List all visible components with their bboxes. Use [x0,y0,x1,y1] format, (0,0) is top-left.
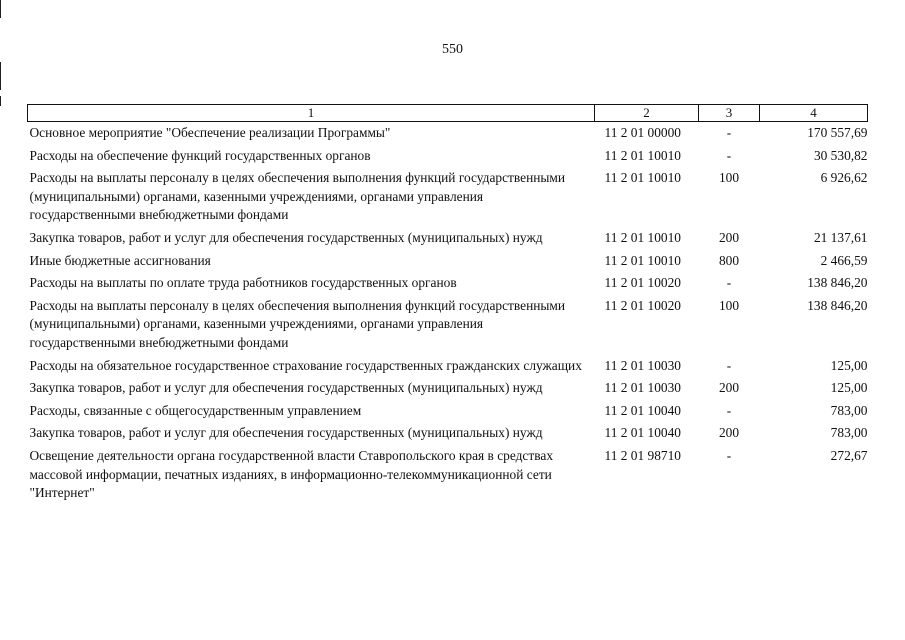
column-header-3: 3 [699,105,760,122]
expense-type-cell: 200 [718,425,740,441]
target-code-cell: 11 2 01 10030 [604,380,681,396]
amount-cell: 138 846,20 [807,297,868,313]
amount-cell: 2 466,59 [820,252,868,268]
expense-name-cell: Расходы на обеспечение функций государственных органов [29,147,371,163]
amount-cell: 125,00 [830,357,868,373]
expense-type-cell: 200 [718,380,740,396]
expense-type-cell: 100 [718,170,740,186]
table-row [28,295,868,355]
expense-name-cell: Расходы на выплаты по оплате труда работников государственных органов [29,275,457,291]
table-row [28,167,868,227]
budget-table [27,104,868,505]
amount-cell: 125,00 [830,380,868,396]
expense-name-cell: Закупка товаров, работ и услуг для обеспечения государственных (муниципальных) нужд [29,380,543,396]
column-header-4: 4 [760,105,868,122]
expense-type-cell: 100 [718,297,740,313]
amount-cell: 30 530,82 [813,147,868,163]
expense-name-cell: Основное мероприятие "Обеспечение реализации Программы" [29,125,391,140]
expense-type-cell: - [726,402,732,418]
amount-cell: 783,00 [830,425,868,441]
table-row [28,400,868,423]
target-code-cell: 11 2 01 10010 [604,229,681,245]
expense-name-cell: Расходы на выплаты персоналу в целях обеспечения выполнения функций государственными (муниципальными) органами, казенными учреждениями, органами управления государственными внебюджетными фондами [29,297,566,350]
expense-type-cell: - [726,447,732,463]
target-code-cell: 11 2 01 10020 [604,275,681,291]
table-row [28,445,868,505]
amount-cell: 138 846,20 [807,275,868,291]
target-code-cell: 11 2 01 10010 [604,147,681,163]
amount-cell: 783,00 [830,402,868,418]
amount-cell: 272,67 [830,447,868,463]
expense-name-cell: Иные бюджетные ассигнования [29,252,211,268]
table-row [28,355,868,378]
expense-name-cell: Расходы на обязательное государственное страхование государственных гражданских служащих [29,357,582,373]
table-row [28,250,868,273]
column-header-1: 1 [28,105,595,122]
scan-edge-mark [0,96,1,106]
amount-cell: 21 137,61 [813,229,868,245]
expense-type-cell: - [726,147,732,163]
table-row [28,145,868,168]
target-code-cell: 11 2 01 10030 [604,357,681,373]
expense-name-cell: Закупка товаров, работ и услуг для обеспечения государственных (муниципальных) нужд [29,229,543,245]
expense-type-cell: - [726,275,732,291]
table-row [28,227,868,250]
page-number: 550 [442,42,463,57]
scan-edge-mark [0,0,1,18]
expense-name-cell: Закупка товаров, работ и услуг для обеспечения государственных (муниципальных) нужд [29,425,543,441]
target-code-cell: 11 2 01 10040 [604,402,681,418]
table-row [28,377,868,400]
expense-type-cell: 200 [718,229,740,245]
amount-cell: 170 557,69 [807,125,868,140]
table-body [28,122,868,505]
column-header-2: 2 [595,105,699,122]
table-row [28,422,868,445]
expense-name-cell: Освещение деятельности органа государственной власти Ставропольского края в средствах массовой информации, печатных изданиях, в информационно-телекоммуникационной сети "Интернет" [29,447,554,501]
target-code-cell: 11 2 01 10040 [604,425,681,441]
header-row [28,105,868,122]
target-code-cell: 11 2 01 98710 [604,447,681,463]
expense-name-cell: Расходы на выплаты персоналу в целях обеспечения выполнения функций государственными (муниципальными) органами, казенными учреждениями, органами управления государственными внебюджетными фондами [29,170,566,223]
table-row [28,272,868,295]
expense-name-cell: Расходы, связанные с общегосударственным управлением [29,402,362,418]
expense-type-cell: - [726,357,732,373]
target-code-cell: 11 2 01 10010 [604,170,681,186]
table-row [28,122,868,145]
scan-edge-mark [0,62,1,90]
amount-cell: 6 926,62 [820,170,868,186]
expense-type-cell: 800 [718,252,740,268]
target-code-cell: 11 2 01 10020 [604,297,681,313]
target-code-cell: 11 2 01 10010 [604,252,681,268]
expense-type-cell: - [726,125,732,140]
target-code-cell: 11 2 01 00000 [604,125,681,140]
